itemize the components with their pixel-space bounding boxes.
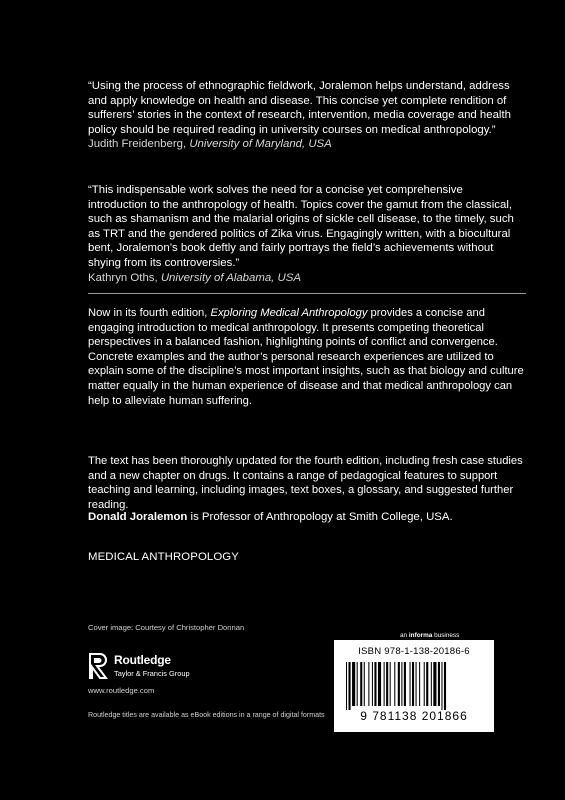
routledge-logo-icon (88, 652, 110, 680)
book-description (88, 306, 526, 408)
publisher-group: Taylor & Francis Group (114, 669, 190, 678)
informa-bold: informa (408, 632, 433, 639)
informa-tagline (400, 632, 459, 639)
barcode-stripe (416, 662, 417, 706)
barcode-stripe (349, 662, 351, 710)
description-lead: Now in its fourth edition, (88, 307, 211, 319)
review-2 (88, 183, 518, 285)
barcode-stripe (404, 662, 406, 706)
section-divider (88, 293, 526, 294)
review-quote: “Using the process of ethnographic fieldwork, Joralemon helps understand, address and apply knowledge on health and disease. This concise yet complete rendition of sufferers’ stories in the context of research, intervention, media coverage and health policy should be required reading in university courses on medical anthropology.” (88, 80, 511, 136)
review-author-name: Judith Freidenberg, (88, 138, 187, 151)
review-author-name: Kathryn Oths, (88, 271, 158, 284)
barcode-panel (334, 640, 494, 732)
barcode-icon (344, 662, 484, 710)
review-1 (88, 79, 518, 152)
isbn-label: ISBN 978-1-138-20186-6 (358, 646, 470, 657)
subject-category: MEDICAL ANTHROPOLOGY (88, 551, 239, 563)
ebook-note: Routledge titles are available as eBook editions in a range of digital formats (88, 711, 325, 719)
barcode-stripe (390, 662, 391, 706)
barcode-stripe (394, 662, 395, 706)
barcode-stripe (438, 662, 440, 706)
publisher-logo (88, 652, 288, 686)
review-author (88, 137, 518, 152)
review-author-affiliation: University of Alabama, USA (160, 271, 301, 284)
barcode-stripe (372, 662, 373, 706)
publisher-brand: Routledge (114, 653, 171, 667)
informa-rest: business (432, 632, 460, 639)
description-paragraph-2: The text has been thoroughly updated for the fourth edition, including fresh case studies and a new chapter on drugs. It contains a range of pedagogical features to support teaching and learning, including images, text boxes, a glossary, and suggested further reading. (88, 455, 523, 511)
publisher-website: www.routledge.com (88, 686, 155, 695)
barcode-stripe (360, 662, 362, 706)
barcode-stripe (368, 662, 369, 706)
barcode-stripe (386, 662, 388, 706)
barcode-stripe (424, 662, 425, 706)
author-name: Donald Joralemon (88, 511, 188, 523)
barcode-stripe (346, 662, 347, 710)
barcode-stripe (401, 662, 402, 706)
barcode-stripe (431, 662, 432, 706)
cover-credit: Cover image: Courtesy of Christopher Donnan (88, 623, 245, 632)
barcode-stripe (412, 662, 414, 706)
informa-lead: an (400, 632, 409, 639)
author-bio-text: is Professor of Anthropology at Smith College, USA. (187, 511, 453, 523)
review-quote: “This indispensable work solves the need for a concise yet comprehensive introduction to the anthropology of health. Topics cover the gamut from the classical, such as shamanism and the malarial origins of sickle cell disease, to the timely, such as TRT and the gendered politics of Zika virus. Engagingly written, with a biocultural bent, Joralemon’s book deftly and fairly portrays the field’s achievements without shying from its controversies.” (88, 184, 514, 269)
barcode-stripe (444, 662, 446, 710)
barcode-stripe (398, 662, 400, 706)
barcode-stripe (441, 662, 442, 710)
author-bio (88, 511, 453, 523)
review-author-affiliation: University of Maryland, USA (189, 138, 332, 151)
barcode-stripe (378, 662, 381, 706)
description-rest: provides a concise and engaging introduction to medical anthropology. It presents competing theoretical perspectives in a balanced fashion, highlighting points of conflict and convergence. Concrete examples and the author’s personal research experiences are utilized to explain some of the discipline’s most important insights, such as that biology and culture matter equally in the human experience of disease and that medical anthropology can help to alleviate human suffering. (88, 307, 524, 407)
barcode-stripe (419, 662, 420, 706)
barcode-stripe (364, 662, 365, 706)
book-description-2 (88, 454, 526, 512)
book-title: Exploring Medical Anthropology (210, 307, 368, 319)
barcode-stripe (410, 662, 411, 706)
description-paragraph-1 (88, 306, 526, 408)
barcode-stripe (384, 662, 385, 706)
barcode-stripe (374, 662, 376, 706)
barcode-stripe (426, 662, 428, 706)
barcode-stripe (352, 662, 355, 706)
barcode-stripe (433, 662, 436, 706)
barcode-stripe (357, 662, 358, 706)
review-author (88, 271, 518, 286)
barcode-digits: 9 781138 201866 (360, 709, 468, 723)
